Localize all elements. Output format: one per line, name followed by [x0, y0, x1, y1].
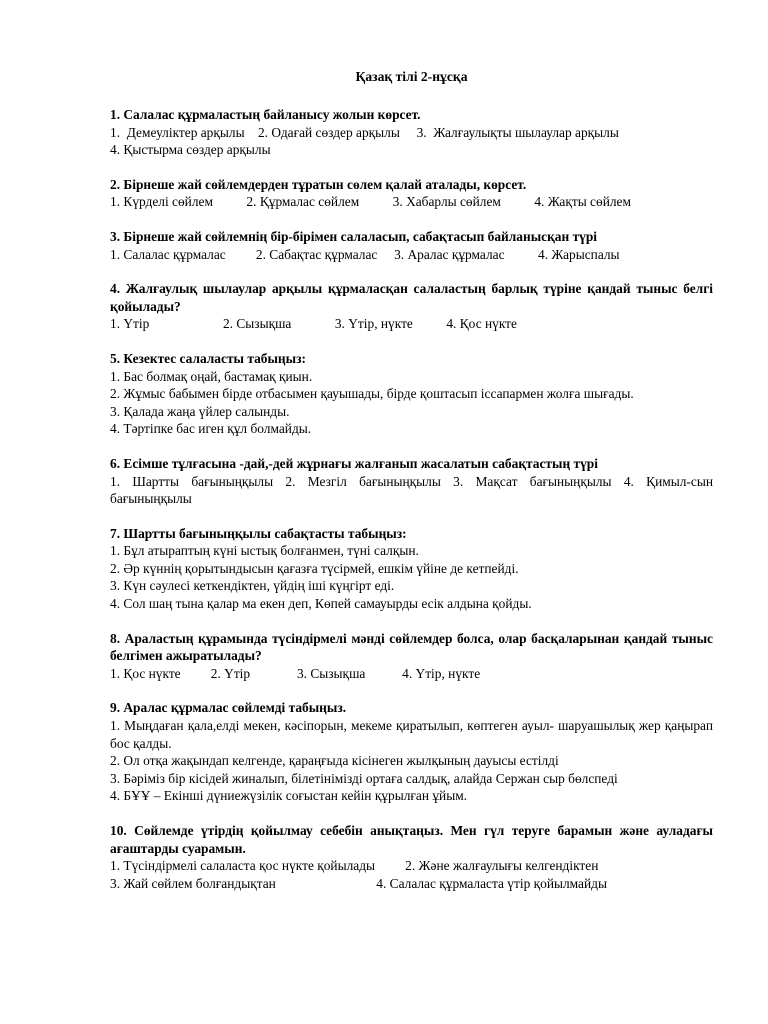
question-text: 3. Бірнеше жай сөйлемнің бір-бірімен салаласып, сабақтасып байланысқан түрі — [110, 228, 598, 244]
answer-line: 1. Шартты бағыныңқылы 2. Мезгіл бағыныңқылы 3. Мақсат бағыныңқылы 4. Қимыл-сын бағыныңқылы — [110, 473, 713, 507]
answer-line: 1. Түсіндірмелі салаласта қос нүкте қойылады 2. Және жалғаулығы келгендіктен — [110, 858, 599, 874]
question-2 — [110, 176, 713, 211]
question-7 — [110, 525, 713, 613]
question-8 — [110, 630, 713, 683]
question-text: 8. Араластың құрамында түсіндірмелі мәнді сөйлемдер болса, олар басқаларынан қандай тыныс белгімен ажыратылады? — [110, 630, 713, 664]
question-10 — [110, 822, 713, 892]
answer-line: 4. Сол шаң тына қалар ма екен деп, Көпей самауырды есік алдына қойды. — [110, 596, 532, 612]
answer-line: 1. Мыңдаған қала,елді мекен, кәсіпорын, мекеме қиратылып, көптеген ауыл- шаруашылық жер қаңырап бос қалды. — [110, 718, 713, 751]
answer-line: 4. Қыстырма сөздер арқылы — [110, 142, 271, 158]
document-title: Қазақ тілі 2-нұсқа — [355, 69, 468, 84]
answer-line: 1. Бас болмақ оңай, бастамақ қиын. — [110, 368, 313, 384]
question-3 — [110, 228, 713, 263]
question-6 — [110, 455, 713, 508]
question-text: 5. Кезектес салаласты табыңыз: — [110, 350, 306, 366]
question-text: 10. Сөйлемде үтірдің қойылмау себебін анықтаңыз. Мен гүл теруге барамын және ауладағы ағаштарды суарамын. — [110, 823, 713, 856]
answer-line: 1. Бұл атыраптың күні ыстық болғанмен, түні салқын. — [110, 543, 419, 559]
answer-line: 1. Салалас құрмалас 2. Сабақтас құрмалас 3. Аралас құрмалас 4. Жарыспалы — [110, 246, 620, 262]
answer-line: 4. БҰҰ – Екінші дүниежүзілік соғыстан кейін құрылған ұйым. — [110, 788, 468, 804]
answer-line: 2. Жұмыс бабымен бірде отбасымен қауышады, бірде қоштасып іссапармен жолға шығады. — [110, 386, 634, 402]
question-text: 9. Аралас құрмалас сөйлемді табыңыз. — [110, 700, 347, 716]
answer-line: 1. Қос нүкте 2. Үтір 3. Сызықша 4. Үтір, нүкте — [110, 665, 481, 681]
answer-line: 2. Ол отқа жақындап келгенде, қараңғыда кісінеген жылқының дауысы естілді — [110, 753, 559, 769]
answer-line: 3. Бәріміз бір кісідей жиналып, білетінімізді ортаға салдық, алайда Сержан сыр бөлспеді — [110, 770, 618, 786]
question-9 — [110, 699, 713, 805]
question-4 — [110, 280, 713, 333]
document-page — [110, 68, 713, 909]
answer-line: 1. Үтір 2. Сызықша 3. Үтір, нүкте 4. Қос нүкте — [110, 316, 517, 332]
question-text: 2. Бірнеше жай сөйлемдерден тұратын сөлем қалай аталады, көрсет. — [110, 176, 527, 192]
question-1 — [110, 106, 713, 159]
answer-line: 3. Күн сәулесі кеткендіктен, үйдің іші күңгірт еді. — [110, 578, 395, 594]
answer-line: 2. Әр күннің қорытындысын қағазға түсірмей, ешкім үйіне де кетпейді. — [110, 560, 519, 576]
answer-line: 3. Қалада жаңа үйлер салынды. — [110, 403, 290, 419]
question-text: 4. Жалғаулық шылаулар арқылы құрмаласқан салаластың барлық түріне қандай тыныс белгі қойылады? — [110, 281, 713, 314]
answer-line: 3. Жай сөйлем болғандықтан 4. Салалас құрмаласта үтір қойылмайды — [110, 875, 607, 891]
question-5 — [110, 350, 713, 438]
answer-line: 4. Тәртіпке бас иген құл болмайды. — [110, 421, 312, 437]
answer-line: 1. Демеуліктер арқылы 2. Одағай сөздер арқылы 3. Жалғаулықты шылаулар арқылы — [110, 124, 619, 140]
question-text: 1. Салалас құрмаластың байланысу жолын көрсет. — [110, 107, 421, 122]
answer-line: 1. Күрделі сөйлем 2. Құрмалас сөйлем 3. Хабарлы сөйлем 4. Жақты сөйлем — [110, 194, 631, 210]
question-text: 6. Есімше тұлғасына -дай,-дей жұрнағы жалғанып жасалатын сабақтастың түрі — [110, 455, 598, 471]
question-text: 7. Шартты бағыныңқылы сабақтасты табыңыз: — [110, 525, 407, 541]
